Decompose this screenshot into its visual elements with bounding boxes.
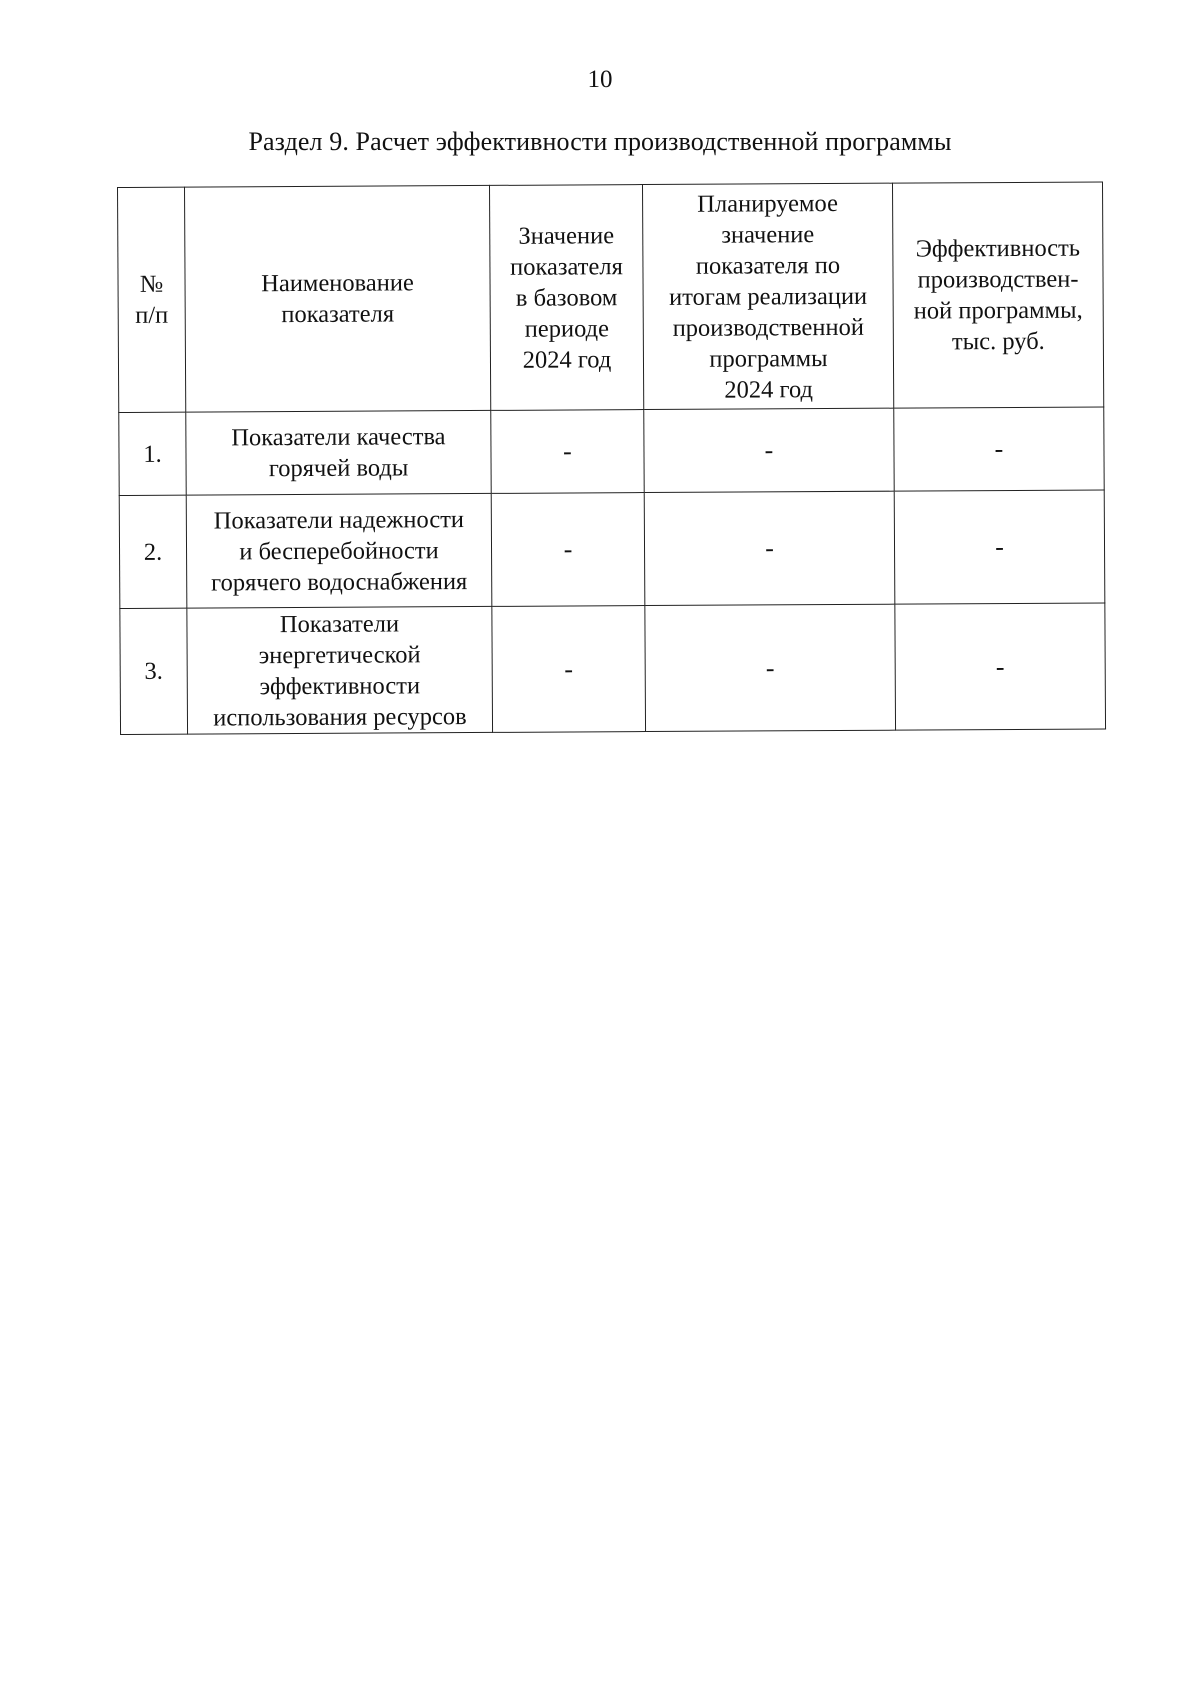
header-base-text: Значение показателя в базовом периоде 2024 год xyxy=(509,221,623,374)
row-plan xyxy=(644,491,895,605)
header-name-text: Наименование показателя xyxy=(261,269,414,329)
row-eff-text: - xyxy=(995,532,1004,562)
row-name xyxy=(186,493,492,608)
header-eff xyxy=(892,182,1103,408)
row-name xyxy=(186,410,491,495)
row-base xyxy=(491,410,644,494)
row-name-text: Показатели качества горячей воды xyxy=(231,423,446,483)
row-num xyxy=(119,495,187,608)
row-plan-text: - xyxy=(765,533,774,563)
row-num-text: 2. xyxy=(143,538,163,566)
header-eff-text: Эффективность производствен- ной программы, тыс. руб. xyxy=(913,234,1083,356)
row-num xyxy=(119,412,186,495)
row-plan xyxy=(645,604,896,731)
table-header-row xyxy=(118,182,1104,412)
row-eff-text: - xyxy=(994,434,1004,464)
row-base-text: - xyxy=(563,436,572,466)
row-base xyxy=(492,606,646,733)
row-plan-text: - xyxy=(764,435,774,465)
row-eff xyxy=(894,407,1104,491)
row-num-text: 3. xyxy=(144,657,163,685)
row-name-text: Показатели энергетической эффективности использования ресурсов xyxy=(213,609,467,731)
row-plan-text: - xyxy=(765,652,775,682)
row-base-text: - xyxy=(564,653,574,684)
section-title: Раздел 9. Расчет эффективности производственной программы xyxy=(248,127,952,156)
row-name xyxy=(187,606,493,734)
row-eff xyxy=(894,490,1105,604)
table-row xyxy=(119,490,1105,608)
row-eff xyxy=(895,603,1106,730)
row-plan xyxy=(644,408,894,492)
header-plan-text: Планируемое значение показателя по итогам реализации производственной программы 2024 год xyxy=(669,189,868,404)
row-base-text: - xyxy=(563,534,573,564)
header-base xyxy=(489,185,643,411)
row-num-text: 1. xyxy=(143,440,162,468)
page-number: 10 xyxy=(587,66,613,93)
efficiency-table xyxy=(117,181,1106,734)
row-eff-text: - xyxy=(995,651,1005,681)
efficiency-table-container xyxy=(117,181,1106,734)
header-num-text: № п/п xyxy=(135,270,169,329)
row-name-text: Показатели надежности и бесперебойности горячего водоснабжения xyxy=(211,505,468,596)
header-name xyxy=(185,185,491,412)
header-num xyxy=(118,187,186,412)
table-row xyxy=(119,407,1104,495)
row-base xyxy=(491,493,645,607)
header-plan xyxy=(642,183,893,409)
table-row xyxy=(120,603,1106,734)
row-num xyxy=(120,608,188,734)
